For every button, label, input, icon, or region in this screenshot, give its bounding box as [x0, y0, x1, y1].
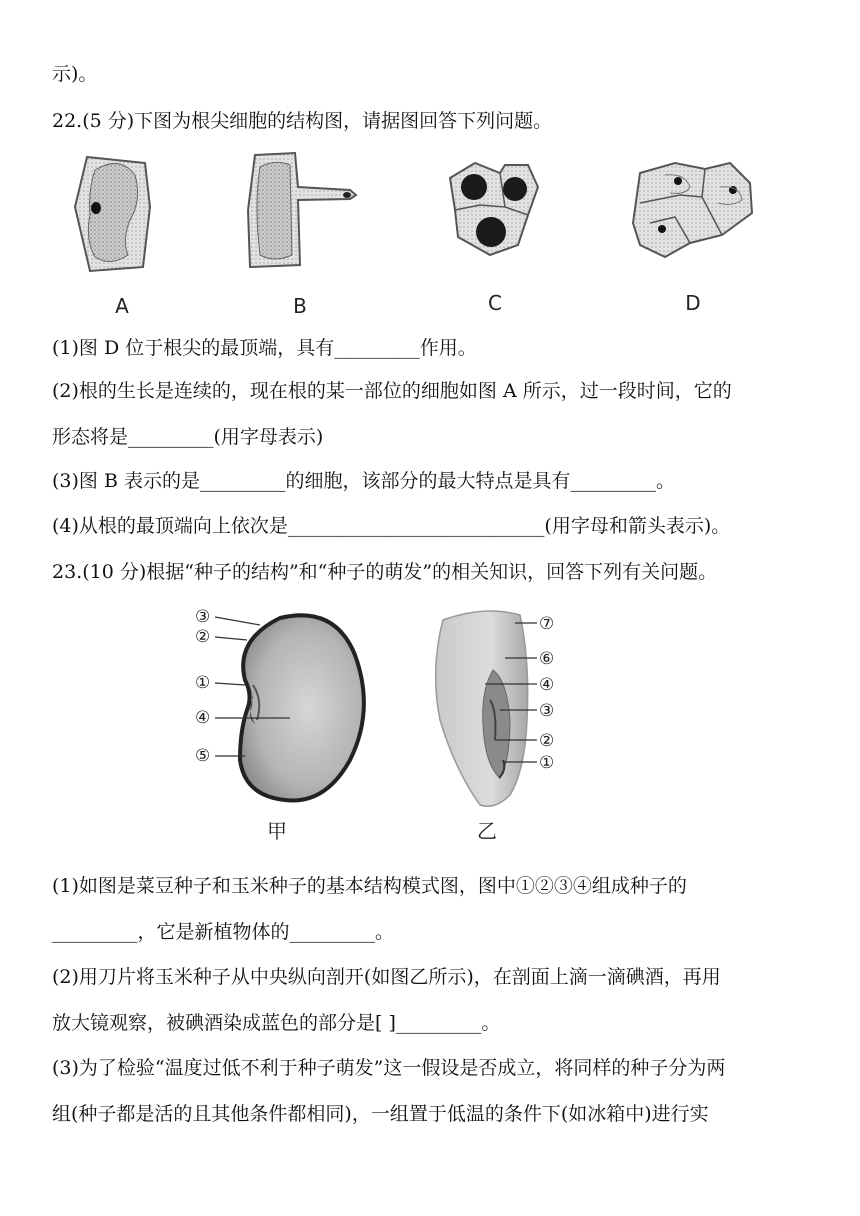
bean-label-4: ④ [195, 708, 211, 728]
corn-label-3: ③ [539, 701, 555, 721]
question-23-heading: 23.(10 分)根据“种子的结构”和“种子的萌发”的相关知识，回答下列有关问题。 [52, 561, 718, 583]
question-23-part-1-line-1: (1)如图是菜豆种子和玉米种子的基本结构模式图，图中①②③④组成种子的 [52, 875, 687, 897]
question-22-part-2-line-2: 形态将是_________(用字母表示) [52, 426, 324, 448]
question-22-part-2-line-1: (2)根的生长是连续的，现在根的某一部位的细胞如图 A 所示，过一段时间，它的 [52, 380, 732, 402]
bean-seed [240, 615, 364, 800]
corn-label-2: ② [539, 731, 555, 751]
bean-label-5: ⑤ [195, 746, 211, 766]
question-22-heading: 22.(5 分)下图为根尖细胞的结构图，请据图回答下列问题。 [52, 110, 553, 132]
cell-b-label: B [293, 294, 307, 318]
question-22-part-1: (1)图 D 位于根尖的最顶端，具有_________作用。 [52, 337, 477, 359]
seed-structure-figure [185, 600, 605, 860]
cell-c [450, 163, 538, 255]
question-23-part-3-line-1: (3)为了检验“温度过低不利于种子萌发”这一假设是否成立，将同样的种子分为两 [52, 1057, 726, 1079]
question-22-part-3: (3)图 B 表示的是_________的细胞，该部分的最大特点是具有_________。 [52, 470, 675, 492]
bean-label-1: ① [195, 673, 211, 693]
cell-c-label: C [488, 291, 502, 315]
bean-label-3: ③ [195, 607, 211, 627]
question-23-part-2-line-1: (2)用刀片将玉米种子从中央纵向剖开(如图乙所示)，在剖面上滴一滴碘酒，再用 [52, 966, 721, 988]
question-22-part-4: (4)从根的最顶端向上依次是___________________________(用字母和箭头表示)。 [52, 515, 731, 537]
corn-seed [436, 611, 528, 806]
cell-d-label: D [685, 291, 701, 315]
bean-caption: 甲 [267, 819, 287, 843]
cell-d [633, 163, 752, 257]
cell-a-label: A [115, 294, 129, 318]
corn-label-1: ① [539, 753, 555, 773]
corn-label-4: ④ [539, 675, 555, 695]
bean-label-2: ② [195, 627, 211, 647]
text-line-continued: 示)。 [52, 63, 98, 85]
question-23-part-3-line-2: 组(种子都是活的且其他条件都相同)，一组置于低温的条件下(如冰箱中)进行实 [52, 1103, 709, 1125]
question-23-part-2-line-2: 放大镜观察，被碘酒染成蓝色的部分是[ ]_________。 [52, 1012, 501, 1034]
corn-label-6: ⑥ [539, 649, 555, 669]
question-23-part-1-line-2: _________，它是新植物体的_________。 [52, 921, 395, 943]
corn-label-7: ⑦ [539, 614, 555, 634]
cell-b [248, 153, 356, 267]
corn-caption: 乙 [477, 819, 497, 843]
root-tip-cells-figure [50, 145, 810, 320]
cell-a [75, 157, 150, 271]
